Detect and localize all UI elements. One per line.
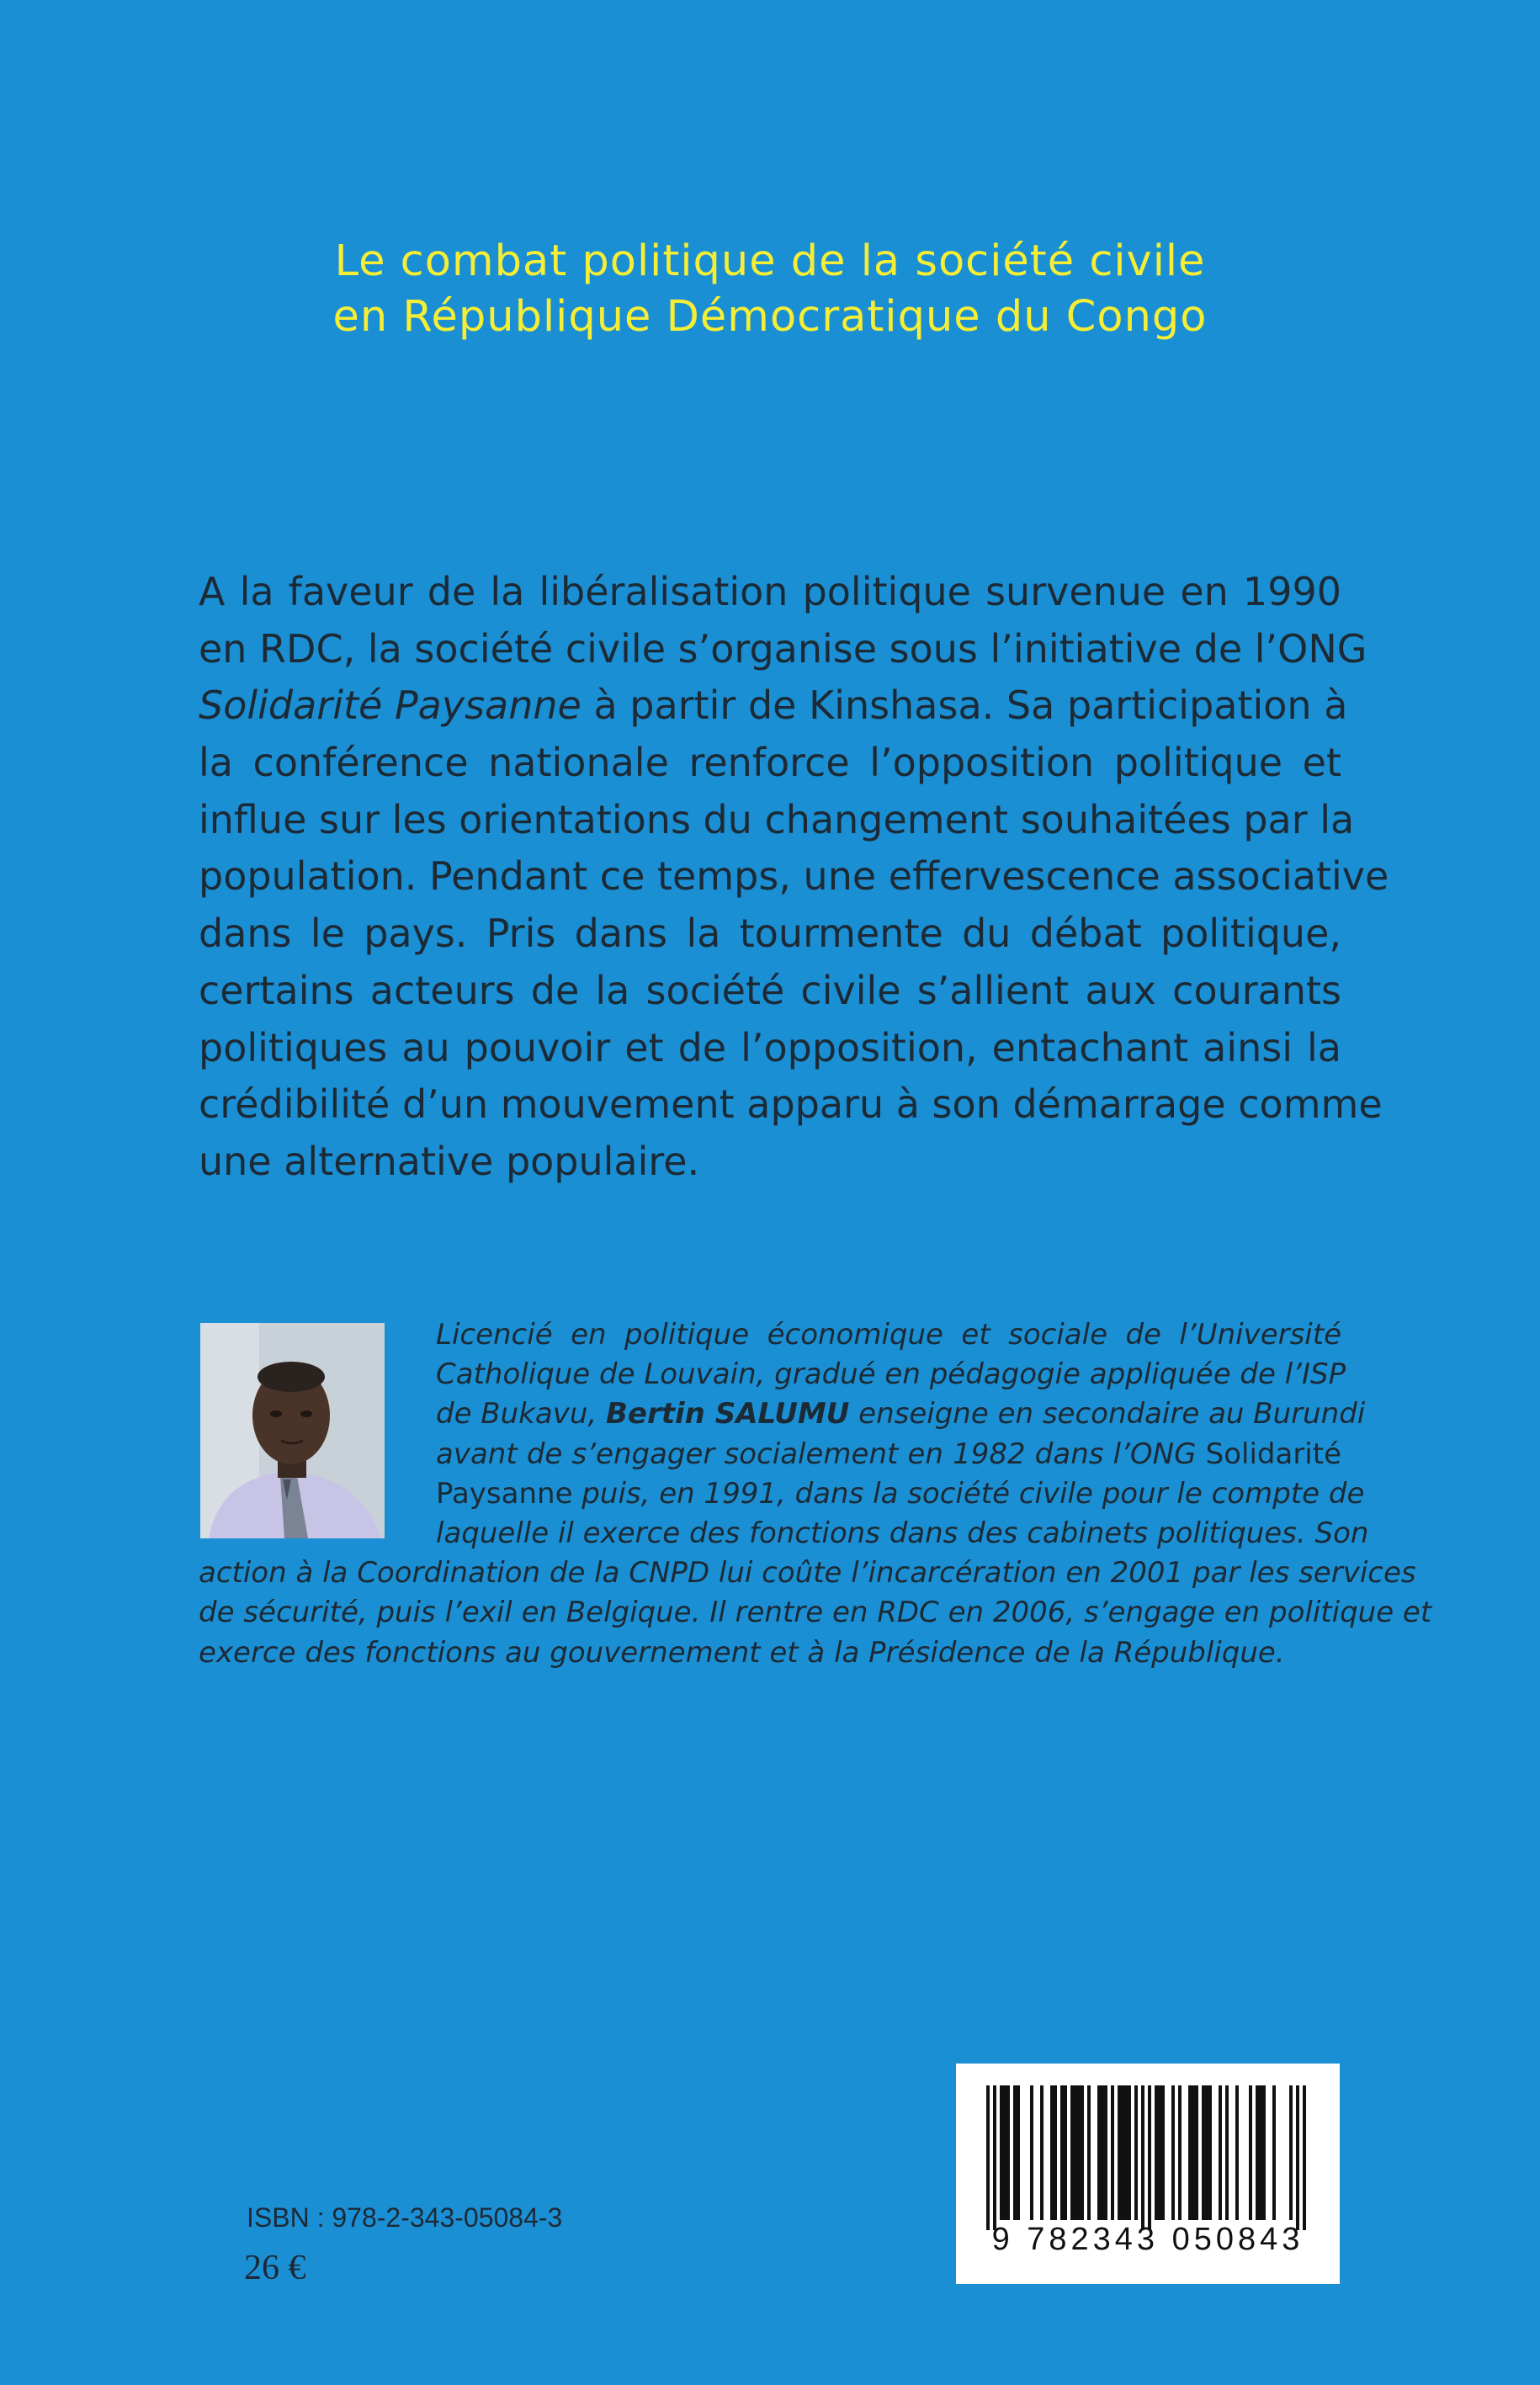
barcode-bar [1235,2085,1239,2220]
summary-line: une alternative populaire. [199,1138,700,1184]
bio-line: laquelle il exerce des fonctions dans des cabinets politiques. Son [436,1516,1369,1550]
barcode-bar [1158,2085,1161,2220]
barcode-bar [1225,2085,1229,2220]
bio-text: puis, en 1991, dans la société civile pour le compte de [572,1476,1365,1511]
summary-line: politiques au pouvoir et de l’opposition, entachant ainsi la [199,1024,1341,1070]
barcode-bar [1060,2085,1064,2220]
bio-ngo-name: Solidarité [1205,1437,1341,1471]
barcode-bar [1134,2085,1138,2220]
barcode-number: 9 782343 050843 [991,2222,1304,2257]
bio-text: avant de s’engager socialement en 1982 dans l’ONG [436,1437,1206,1471]
summary-line: certains acteurs de la société civile s’allient aux courants [199,967,1341,1013]
barcode-bar [1013,2085,1017,2220]
barcode-bar [1064,2085,1067,2220]
summary-ngo-name: Solidarité Paysanne [199,683,581,729]
barcode-bar [1219,2085,1222,2220]
barcode-bar [1077,2085,1081,2220]
price-label: 26 € [244,2249,306,2287]
barcode-bar [1003,2085,1006,2220]
barcode-bar [1192,2085,1195,2220]
barcode-bar [1259,2085,1262,2220]
bio-line: action à la Coordination de la CNPD lui coûte l’incarcération en 2001 par les services [199,1556,1416,1591]
barcode-bar [1017,2085,1020,2220]
barcode-bar [1148,2085,1151,2230]
barcode-bar [1202,2085,1205,2220]
summary-line: la conférence nationale renforce l’opposition politique et [199,740,1341,786]
summary-line: influe sur les orientations du changement souhaitées par la [199,796,1355,842]
summary-line: crédibilité d’un mouvement apparu à son démarrage comme [199,1081,1383,1128]
barcode-bar [1104,2085,1107,2220]
barcode-bar [1289,2085,1293,2220]
bio-line: exerce des fonctions au gouvernement et à la Présidence de la République. [199,1635,1285,1670]
barcode-bar [1161,2085,1165,2220]
barcode-bar [1040,2085,1043,2220]
barcode-bar [1118,2085,1121,2220]
barcode-bar [1178,2085,1182,2220]
barcode-bar [1262,2085,1266,2220]
barcode-bar [1006,2085,1010,2220]
bio-line: de sécurité, puis l’exil en Belgique. Il rentre en RDC en 2006, s’engage en politique et [199,1596,1432,1630]
barcode-bar [1205,2085,1208,2220]
barcode-bar [1296,2085,1299,2230]
barcode-bar [1188,2085,1192,2220]
barcode-bar [1121,2085,1124,2220]
barcode-bar [1272,2085,1276,2220]
barcode-bar [1141,2085,1144,2230]
barcode-bar [1303,2085,1306,2230]
barcode-bar [1195,2085,1198,2220]
barcode-bar [1171,2085,1175,2220]
bio-text: de Bukavu, [436,1397,606,1432]
author-name: Bertin SALUMU [606,1397,850,1432]
summary-line: A la faveur de la libéralisation politique survenue en 1990 [199,569,1341,614]
barcode-bar [1054,2085,1057,2220]
isbn-label: ISBN : 978-2-343-05084-3 [247,2202,563,2233]
barcode-bar [1097,2085,1101,2220]
barcode-bar [1050,2085,1054,2220]
summary-line: en RDC, la société civile s’organise sous l’initiative de l’ONG [199,625,1367,672]
barcode-bar [986,2085,990,2230]
bio-text: enseigne en secondaire au Burundi [849,1397,1366,1432]
barcode-bar [1208,2085,1212,2220]
bio-line: Catholique de Louvain, gradué en pédagogie appliquée de l’ISP [436,1357,1346,1392]
barcode-bar [1000,2085,1003,2220]
summary-line: population. Pendant ce temps, une effervescence associative [199,853,1389,900]
barcode-bar [1087,2085,1091,2220]
barcode-bar [1070,2085,1074,2220]
bio-line: Licencié en politique économique et sociale de l’Université [436,1318,1341,1352]
title-line-2: en République Démocratique du Congo [332,292,1208,342]
book-summary [199,564,1389,1191]
bio-line [199,1394,1366,1434]
summary-line [199,677,1348,735]
barcode-bar [1101,2085,1104,2220]
barcode-bar [1030,2085,1033,2220]
barcode-bar [993,2085,996,2230]
barcode-bar [1081,2085,1084,2220]
barcode [956,2064,1340,2284]
barcode-bar [1256,2085,1259,2220]
title-line-1: Le combat politique de la société civile [334,236,1206,286]
bio-line [199,1435,1341,1474]
barcode-bar [1124,2085,1128,2220]
summary-line-rest: à partir de Kinshasa. Sa participation à [581,683,1348,729]
barcode-bar [1249,2085,1252,2220]
summary-line: dans le pays. Pris dans la tourmente du débat politique, [199,911,1341,957]
barcode-bar [1111,2085,1114,2220]
book-title [252,234,1288,345]
barcode-bar [1074,2085,1077,2220]
barcode-bar [1128,2085,1131,2220]
barcode-bar [1155,2085,1158,2220]
author-bio [199,1315,1432,1673]
bio-line [199,1474,1365,1514]
bio-ngo-name: Paysanne [436,1476,573,1511]
